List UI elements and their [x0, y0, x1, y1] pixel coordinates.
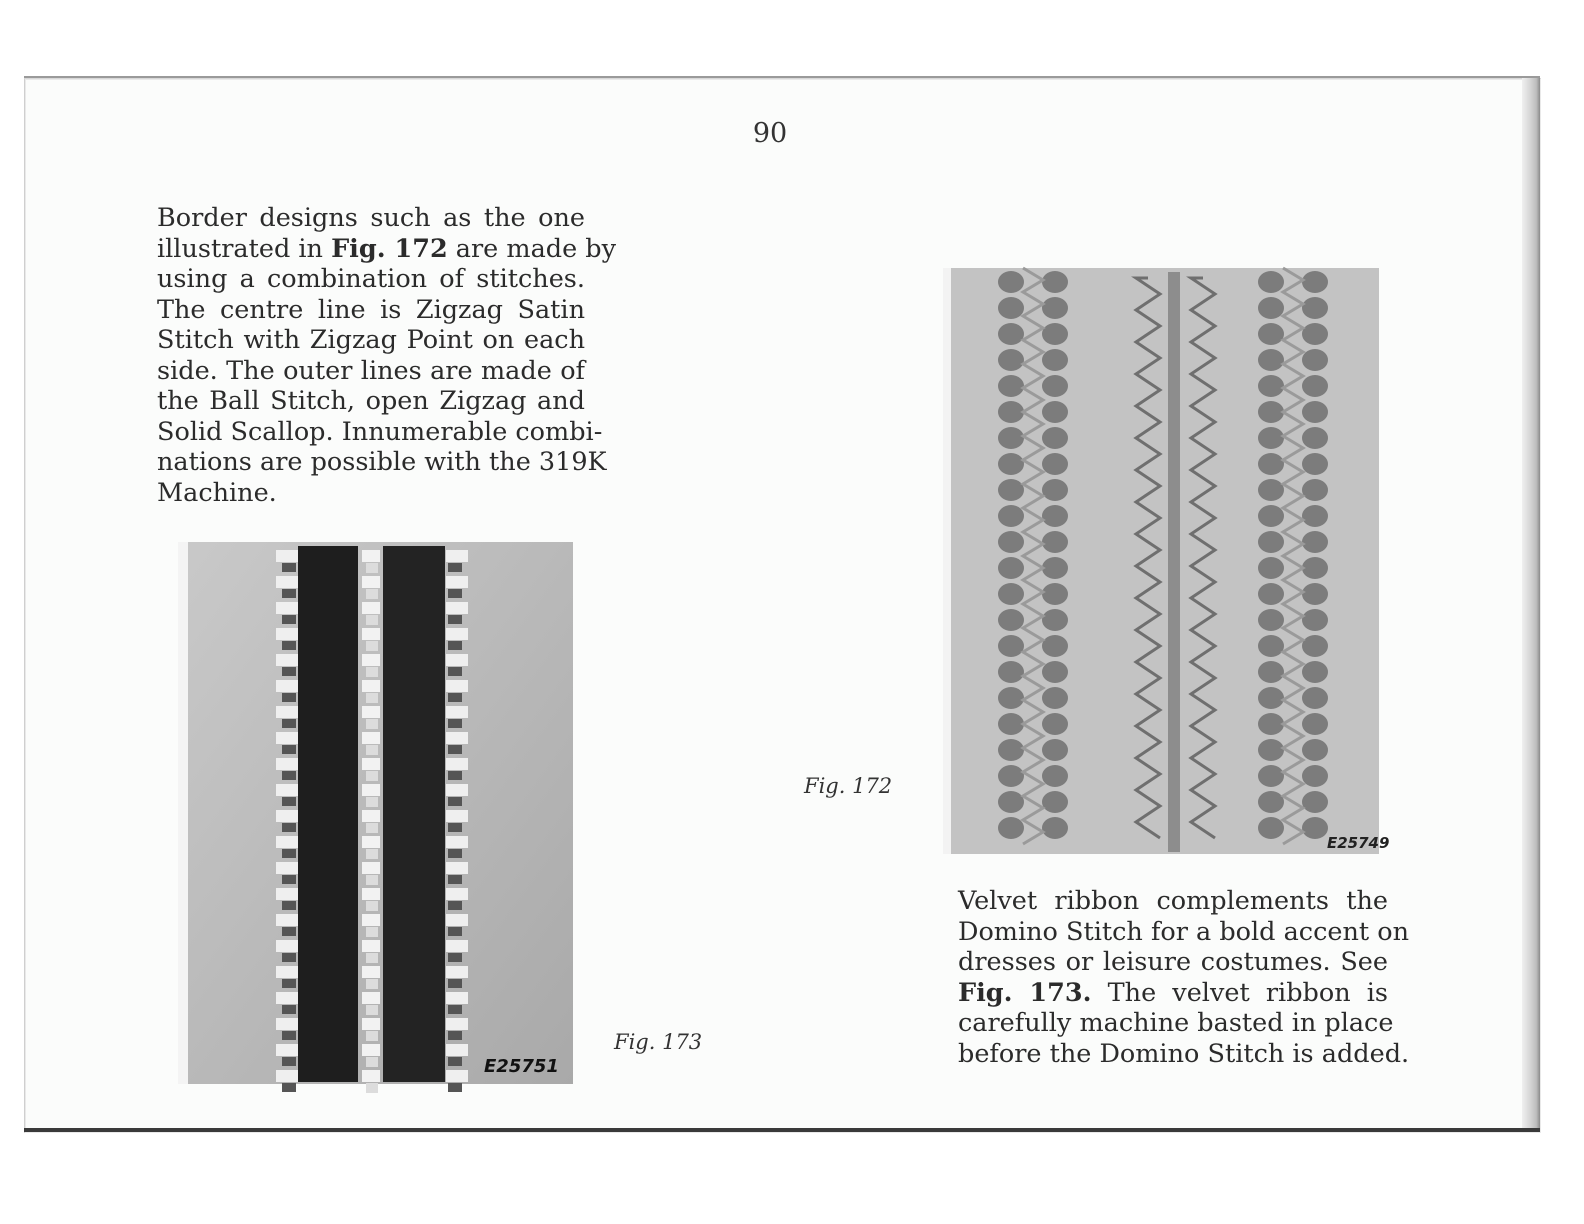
domino-stitch [366, 589, 378, 599]
ball-stitch [1258, 635, 1284, 657]
satin-stitch [276, 914, 298, 926]
ball-stitch [998, 297, 1024, 319]
domino-stitch [362, 992, 380, 1004]
domino-stitch [362, 654, 380, 666]
satin-stitch [448, 1005, 462, 1014]
satin-stitch [276, 628, 298, 640]
line-text: using a combination of stitches. [157, 264, 585, 294]
ball-stitch [1302, 531, 1328, 553]
satin-stitch [448, 589, 462, 598]
satin-stitch [276, 1044, 298, 1056]
ball-stitch [1042, 817, 1068, 839]
ball-stitch [998, 505, 1024, 527]
paragraph-line [157, 264, 585, 295]
satin-stitch [276, 966, 298, 978]
domino-stitch [362, 914, 380, 926]
ball-stitch [1042, 479, 1068, 501]
satin-stitch [446, 680, 468, 692]
ball-stitch [1302, 687, 1328, 709]
ball-stitch [1258, 271, 1284, 293]
satin-stitch [448, 1031, 462, 1040]
ball-stitch [1258, 687, 1284, 709]
satin-stitch [282, 901, 296, 910]
line-text: before the Domino Stitch is added. [958, 1038, 1410, 1069]
paragraph-line [958, 978, 1388, 1009]
figure-172-code: E25749 [1327, 834, 1390, 852]
satin-stitch [276, 836, 298, 848]
line-text: illustrated in [157, 233, 332, 264]
paragraph-line [157, 447, 607, 478]
satin-stitch [448, 667, 462, 676]
ball-stitch [1258, 609, 1284, 631]
line-text: The velvet ribbon is [1091, 977, 1388, 1008]
satin-stitch [282, 1005, 296, 1014]
line-text: Machine. [157, 477, 277, 508]
line-text: Velvet ribbon complements the [958, 886, 1388, 916]
domino-stitch [366, 1083, 378, 1093]
domino-stitch [366, 901, 378, 911]
domino-stitch [366, 745, 378, 755]
satin-stitch [282, 849, 296, 858]
ball-stitch [1042, 271, 1068, 293]
ball-stitch [1302, 453, 1328, 475]
domino-stitch [362, 966, 380, 978]
paragraph-line [157, 478, 585, 509]
satin-stitch [446, 940, 468, 952]
figure-reference: Fig. 172 [331, 233, 448, 264]
satin-stitch [282, 771, 296, 780]
domino-stitch [362, 732, 380, 744]
satin-stitch [446, 758, 468, 770]
satin-stitch [282, 693, 296, 702]
line-text: Domino Stitch for a bold accent on [958, 916, 1410, 947]
paragraph-line [958, 1008, 1394, 1039]
satin-stitch [276, 732, 298, 744]
ball-stitch [1042, 635, 1068, 657]
satin-stitch [282, 1083, 296, 1092]
figure-172-photo [943, 268, 1390, 854]
ball-stitch [998, 349, 1024, 371]
intro-paragraph [157, 203, 617, 508]
satin-stitch [446, 1018, 468, 1030]
satin-stitch [282, 1057, 296, 1066]
satin-stitch [446, 888, 468, 900]
ball-stitch [1258, 505, 1284, 527]
ball-stitch [1042, 427, 1068, 449]
satin-stitch [448, 693, 462, 702]
figure-reference: Fig. 173. [958, 977, 1092, 1008]
ball-stitch [998, 375, 1024, 397]
satin-stitch [448, 745, 462, 754]
ball-stitch [1258, 323, 1284, 345]
satin-stitch [448, 563, 462, 572]
satin-stitch [282, 797, 296, 806]
satin-stitch [448, 875, 462, 884]
domino-stitch [366, 953, 378, 963]
ball-stitch [1042, 765, 1068, 787]
domino-stitch [366, 927, 378, 937]
domino-stitch [362, 628, 380, 640]
satin-stitch [448, 953, 462, 962]
ball-stitch [998, 271, 1024, 293]
satin-stitch [448, 719, 462, 728]
figure-172-label: Fig. 172 [804, 774, 893, 798]
satin-stitch [276, 810, 298, 822]
satin-stitch [448, 1057, 462, 1066]
line-text: carefully machine basted in place [958, 1008, 1394, 1038]
ball-stitch [1042, 401, 1068, 423]
satin-stitch [276, 758, 298, 770]
paragraph-line [157, 295, 585, 326]
ball-stitch [1258, 557, 1284, 579]
satin-stitch [448, 927, 462, 936]
satin-stitch [446, 810, 468, 822]
ball-stitch [1302, 323, 1328, 345]
ball-stitch [998, 687, 1024, 709]
domino-stitch [362, 758, 380, 770]
ball-stitch [998, 479, 1024, 501]
ball-stitch [1302, 739, 1328, 761]
satin-stitch [276, 576, 298, 588]
domino-stitch-image [178, 542, 573, 1084]
satin-stitch [276, 888, 298, 900]
satin-stitch [448, 901, 462, 910]
ball-stitch [1302, 791, 1328, 813]
satin-stitch [276, 1018, 298, 1030]
domino-stitch [362, 888, 380, 900]
satin-stitch [446, 914, 468, 926]
paragraph-line [157, 233, 617, 265]
satin-stitch [276, 862, 298, 874]
figure-173-label: Fig. 173 [614, 1030, 703, 1054]
domino-stitch [362, 680, 380, 692]
satin-stitch [446, 992, 468, 1004]
domino-stitch [362, 784, 380, 796]
ball-stitch [1042, 323, 1068, 345]
ball-stitch [1258, 375, 1284, 397]
ball-stitch [1042, 349, 1068, 371]
satin-stitch [448, 771, 462, 780]
satin-stitch [282, 875, 296, 884]
ball-stitch [1258, 817, 1284, 839]
ball-stitch [998, 531, 1024, 553]
ball-stitch [1302, 817, 1328, 839]
ball-stitch [1042, 713, 1068, 735]
ball-stitch [1042, 505, 1068, 527]
satin-stitch [446, 602, 468, 614]
ball-stitch [1258, 791, 1284, 813]
satin-stitch [276, 654, 298, 666]
line-text: the Ball Stitch, open Zigzag and [157, 386, 585, 416]
ball-stitch [1042, 297, 1068, 319]
domino-stitch [366, 1031, 378, 1041]
paragraph-line [157, 356, 585, 387]
satin-stitch [446, 862, 468, 874]
satin-stitch [282, 953, 296, 962]
ball-stitch [1258, 453, 1284, 475]
domino-stitch [362, 576, 380, 588]
ball-stitch [1258, 427, 1284, 449]
satin-stitch [282, 979, 296, 988]
ball-stitch [1042, 453, 1068, 475]
satin-stitch [446, 576, 468, 588]
paragraph-line [958, 947, 1388, 978]
ball-stitch [1042, 739, 1068, 761]
satin-stitch [276, 680, 298, 692]
satin-stitch [446, 732, 468, 744]
satin-stitch [446, 836, 468, 848]
ball-stitch [998, 323, 1024, 345]
satin-stitch [276, 992, 298, 1004]
paragraph-line [157, 325, 585, 356]
domino-stitch [366, 641, 378, 651]
satin-stitch [448, 823, 462, 832]
satin-stitch [448, 1083, 462, 1092]
line-text: The centre line is Zigzag Satin [157, 294, 585, 325]
satin-stitch [448, 797, 462, 806]
ball-stitch [1302, 765, 1328, 787]
satin-stitch [282, 563, 296, 572]
ball-stitch [1302, 349, 1328, 371]
ball-stitch [998, 739, 1024, 761]
ball-stitch [998, 583, 1024, 605]
domino-stitch [366, 771, 378, 781]
border-stitch-image [943, 268, 1379, 854]
ball-stitch [1302, 713, 1328, 735]
domino-stitch [362, 602, 380, 614]
ball-stitch [1258, 583, 1284, 605]
satin-stitch [446, 550, 468, 562]
domino-stitch [366, 1005, 378, 1015]
line-text: Solid Scallop. Innumerable combi- [157, 416, 603, 447]
line-text: side. The outer lines are made of [157, 355, 585, 386]
ball-stitch [998, 661, 1024, 683]
satin-stitch [282, 719, 296, 728]
line-text: nations are possible with the 319K [157, 447, 607, 477]
paragraph-line [157, 416, 603, 448]
paragraph-line [958, 916, 1410, 948]
satin-centre-line [1168, 272, 1180, 852]
satin-stitch [276, 1070, 298, 1082]
ball-stitch [1042, 687, 1068, 709]
domino-stitch [362, 810, 380, 822]
satin-stitch [446, 654, 468, 666]
satin-stitch [446, 966, 468, 978]
domino-stitch [362, 706, 380, 718]
satin-stitch [446, 1044, 468, 1056]
page-bottom-edge [24, 1128, 1540, 1132]
domino-stitch [362, 1070, 380, 1082]
domino-stitch [362, 862, 380, 874]
satin-stitch [446, 706, 468, 718]
domino-stitch [366, 875, 378, 885]
ball-stitch [1302, 271, 1328, 293]
satin-stitch [282, 1031, 296, 1040]
domino-stitch [366, 615, 378, 625]
ball-stitch [998, 557, 1024, 579]
ball-stitch [998, 817, 1024, 839]
ball-stitch [1258, 479, 1284, 501]
domino-stitch [366, 563, 378, 573]
line-text: are made by [447, 233, 617, 264]
satin-stitch [276, 602, 298, 614]
domino-stitch [366, 797, 378, 807]
domino-stitch [366, 979, 378, 989]
satin-stitch [446, 784, 468, 796]
ball-stitch [1042, 791, 1068, 813]
domino-stitch [366, 823, 378, 833]
ball-stitch [1042, 661, 1068, 683]
satin-stitch [446, 628, 468, 640]
domino-stitch [366, 667, 378, 677]
ball-stitch [1258, 297, 1284, 319]
ball-stitch [1042, 583, 1068, 605]
satin-stitch [276, 706, 298, 718]
domino-stitch [366, 849, 378, 859]
ball-stitch [998, 453, 1024, 475]
satin-stitch [276, 784, 298, 796]
ball-stitch [998, 635, 1024, 657]
figure-173-photo [178, 542, 573, 1084]
domino-stitch [362, 1018, 380, 1030]
line-text: Stitch with Zigzag Point on each [157, 325, 585, 355]
domino-stitch [366, 1057, 378, 1067]
ball-stitch [1302, 635, 1328, 657]
satin-stitch [282, 615, 296, 624]
ball-stitch [998, 791, 1024, 813]
ball-stitch [1302, 375, 1328, 397]
ball-stitch [1042, 609, 1068, 631]
ball-stitch [998, 765, 1024, 787]
paragraph-line [958, 1038, 1410, 1070]
domino-stitch [362, 940, 380, 952]
satin-stitch [282, 927, 296, 936]
line-text: dresses or leisure costumes. See [958, 947, 1388, 977]
page-right-edge [1522, 78, 1540, 1132]
ball-stitch [1258, 349, 1284, 371]
ball-stitch [1302, 609, 1328, 631]
ball-stitch [1258, 661, 1284, 683]
satin-stitch [448, 849, 462, 858]
ball-stitch [1302, 479, 1328, 501]
satin-stitch [282, 589, 296, 598]
ball-stitch [1302, 661, 1328, 683]
satin-stitch [448, 615, 462, 624]
figure-173-code: E25751 [484, 1056, 559, 1077]
ball-stitch [998, 427, 1024, 449]
line-text: Border designs such as the one [157, 203, 585, 233]
satin-stitch [276, 550, 298, 562]
ball-stitch [1042, 531, 1068, 553]
ball-stitch [1258, 531, 1284, 553]
satin-stitch [282, 823, 296, 832]
paragraph-line [958, 886, 1388, 917]
ball-stitch [1302, 401, 1328, 423]
ball-stitch [1302, 583, 1328, 605]
domino-stitch [362, 836, 380, 848]
page-number: 90 [752, 118, 788, 149]
ball-stitch [1042, 375, 1068, 397]
domino-stitch [366, 693, 378, 703]
paragraph-line [157, 203, 585, 234]
satin-stitch [282, 641, 296, 650]
ball-stitch [1302, 505, 1328, 527]
ball-stitch [1302, 427, 1328, 449]
satin-stitch [282, 667, 296, 676]
ball-stitch [998, 609, 1024, 631]
satin-stitch [276, 940, 298, 952]
domino-stitch [366, 719, 378, 729]
ball-stitch [1302, 297, 1328, 319]
satin-stitch [446, 1070, 468, 1082]
domino-stitch [362, 550, 380, 562]
ball-stitch [1258, 739, 1284, 761]
caption-paragraph [958, 886, 1410, 1069]
satin-stitch [448, 979, 462, 988]
paragraph-line [157, 386, 585, 417]
domino-stitch [362, 1044, 380, 1056]
satin-stitch [448, 641, 462, 650]
ball-stitch [1258, 765, 1284, 787]
satin-stitch [282, 745, 296, 754]
